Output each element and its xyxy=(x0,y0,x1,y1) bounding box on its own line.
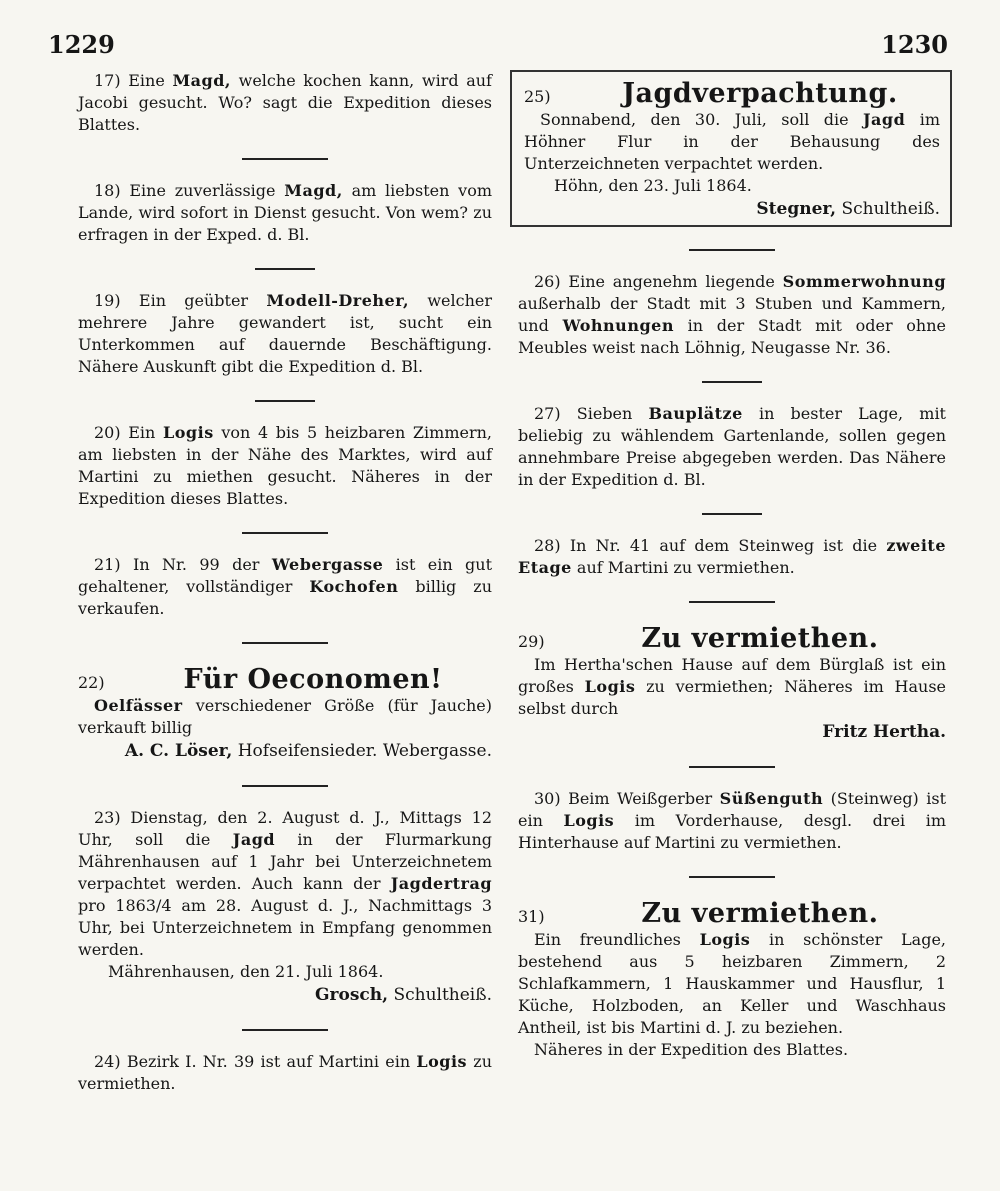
divider xyxy=(689,601,775,603)
divider xyxy=(689,249,775,251)
ad-31-title: Zu vermiethen. xyxy=(641,898,879,929)
divider xyxy=(242,642,328,644)
ad-25-signature: Stegner, Schultheiß. xyxy=(756,199,940,219)
right-column xyxy=(518,70,946,1061)
ad-31-heading: 31) Zu vermiethen. xyxy=(518,898,946,929)
divider xyxy=(689,766,775,768)
divider xyxy=(242,532,328,534)
ad-25-box xyxy=(510,70,952,227)
ad-22-signature: A. C. Löser, Hofseifensieder. Webergasse. xyxy=(124,741,492,761)
ad-29-title: Zu vermiethen. xyxy=(641,623,879,654)
divider xyxy=(242,785,328,787)
ad-18: 18) Eine zuverlässige Magd, am liebsten vom Lande, wird sofort in Dienst gesucht. Von wem? zu erfragen in der Exped. d. Bl. xyxy=(78,181,492,244)
ad-26: 26) Eine angenehm liegende Sommerwohnung außerhalb der Stadt mit 3 Stuben und Kammern, und Wohnungen in der Stadt mit oder ohne Meubles weist nach Löhnig, Neugasse Nr. 36. xyxy=(518,272,947,357)
divider xyxy=(242,1029,328,1031)
ad-19: 19) Ein geübter Modell-Dreher, welcher mehrere Jahre gewandert ist, sucht ein Unterkommen auf dauernde Beschäftigung. Nähere Auskunft gibt die Expedition d. Bl. xyxy=(78,291,492,376)
divider xyxy=(242,158,328,160)
divider xyxy=(255,268,315,270)
page-number-right: 1230 xyxy=(881,30,948,59)
divider xyxy=(702,513,762,515)
ad-22-heading: 22) Für Oeconomen! xyxy=(78,664,492,695)
ad-20: 20) Ein Logis von 4 bis 5 heizbaren Zimmern, am liebsten in der Nähe des Marktes, wird auf Martini zu miethen gesucht. Näheres in der Expedition dieses Blattes. xyxy=(78,423,493,508)
ad-30: 30) Beim Weißgerber Süßenguth (Steinweg) ist ein Logis im Vorderhause, desgl. drei im Hinterhause auf Martini zu vermiethen. xyxy=(518,789,947,852)
ad-29-signature: Fritz Hertha. xyxy=(822,722,946,742)
left-column xyxy=(78,70,492,1095)
page-number-left: 1229 xyxy=(48,30,115,59)
ad-22-title: Für Oeconomen! xyxy=(183,664,443,695)
ad-17: 17) Eine Magd, welche kochen kann, wird auf Jacobi gesucht. Wo? sagt die Expedition dieses Blattes. xyxy=(78,71,492,134)
ad-29: Im Hertha'schen Hause auf dem Bürglaß ist ein großes Logis zu vermiethen; Näheres im Hause selbst durch xyxy=(518,655,947,718)
divider xyxy=(702,381,762,383)
divider xyxy=(255,400,315,402)
ad-25-heading: 25) Jagdverpachtung. xyxy=(524,78,940,109)
ad-23-signature: Grosch, Schultheiß. xyxy=(315,985,492,1005)
ad-23-date: Mährenhausen, den 21. Juli 1864. xyxy=(108,962,384,981)
ad-24: 24) Bezirk I. Nr. 39 ist auf Martini ein Logis zu vermiethen. xyxy=(78,1052,492,1093)
ad-23: 23) Dienstag, den 2. August d. J., Mittags 12 Uhr, soll die Jagd in der Flurmarkung Mährenhausen auf 1 Jahr bei Unterzeichnetem verpachtet werden. Auch kann der Jagdertrag pro 1863/4 am 28. August d. J., Nachmittags 3 Uhr, bei Unterzeichnetem in Empfang genommen werden. xyxy=(78,808,492,959)
ad-21: 21) In Nr. 99 der Webergasse ist ein gut gehaltener, vollständiger Kochofen billig zu verkaufen. xyxy=(78,555,493,618)
ad-27: 27) Sieben Bauplätze in bester Lage, mit beliebig zu wählendem Gartenlande, sollen gegen annehmbare Preise abgegeben werden. Das Nähere in der Expedition d. Bl. xyxy=(518,404,946,489)
divider xyxy=(689,876,775,878)
ad-25-title: Jagdverpachtung. xyxy=(622,78,898,109)
ad-22: Oelfässer verschiedener Größe (für Jauche) verkauft billig xyxy=(78,696,492,737)
ad-28: 28) In Nr. 41 auf dem Steinweg ist die zweite Etage auf Martini zu vermiethen. xyxy=(518,536,946,577)
ad-25: Sonnabend, den 30. Juli, soll die Jagd im Höhner Flur in der Behausung des Unterzeichneten verpachtet werden. xyxy=(524,110,941,173)
ad-29-heading: 29) Zu vermiethen. xyxy=(518,623,946,654)
ad-25-date: Höhn, den 23. Juli 1864. xyxy=(554,176,752,195)
ad-31-note: Näheres in der Expedition des Blattes. xyxy=(534,1040,849,1059)
ad-31: Ein freundliches Logis in schönster Lage, bestehend aus 5 heizbaren Zimmern, 2 Schlafkammern, 1 Hauskammer und Hausflur, 1 Küche, Holzboden, an Keller und Waschhaus Antheil, ist bis Martini d. J. zu beziehen. xyxy=(518,930,947,1037)
